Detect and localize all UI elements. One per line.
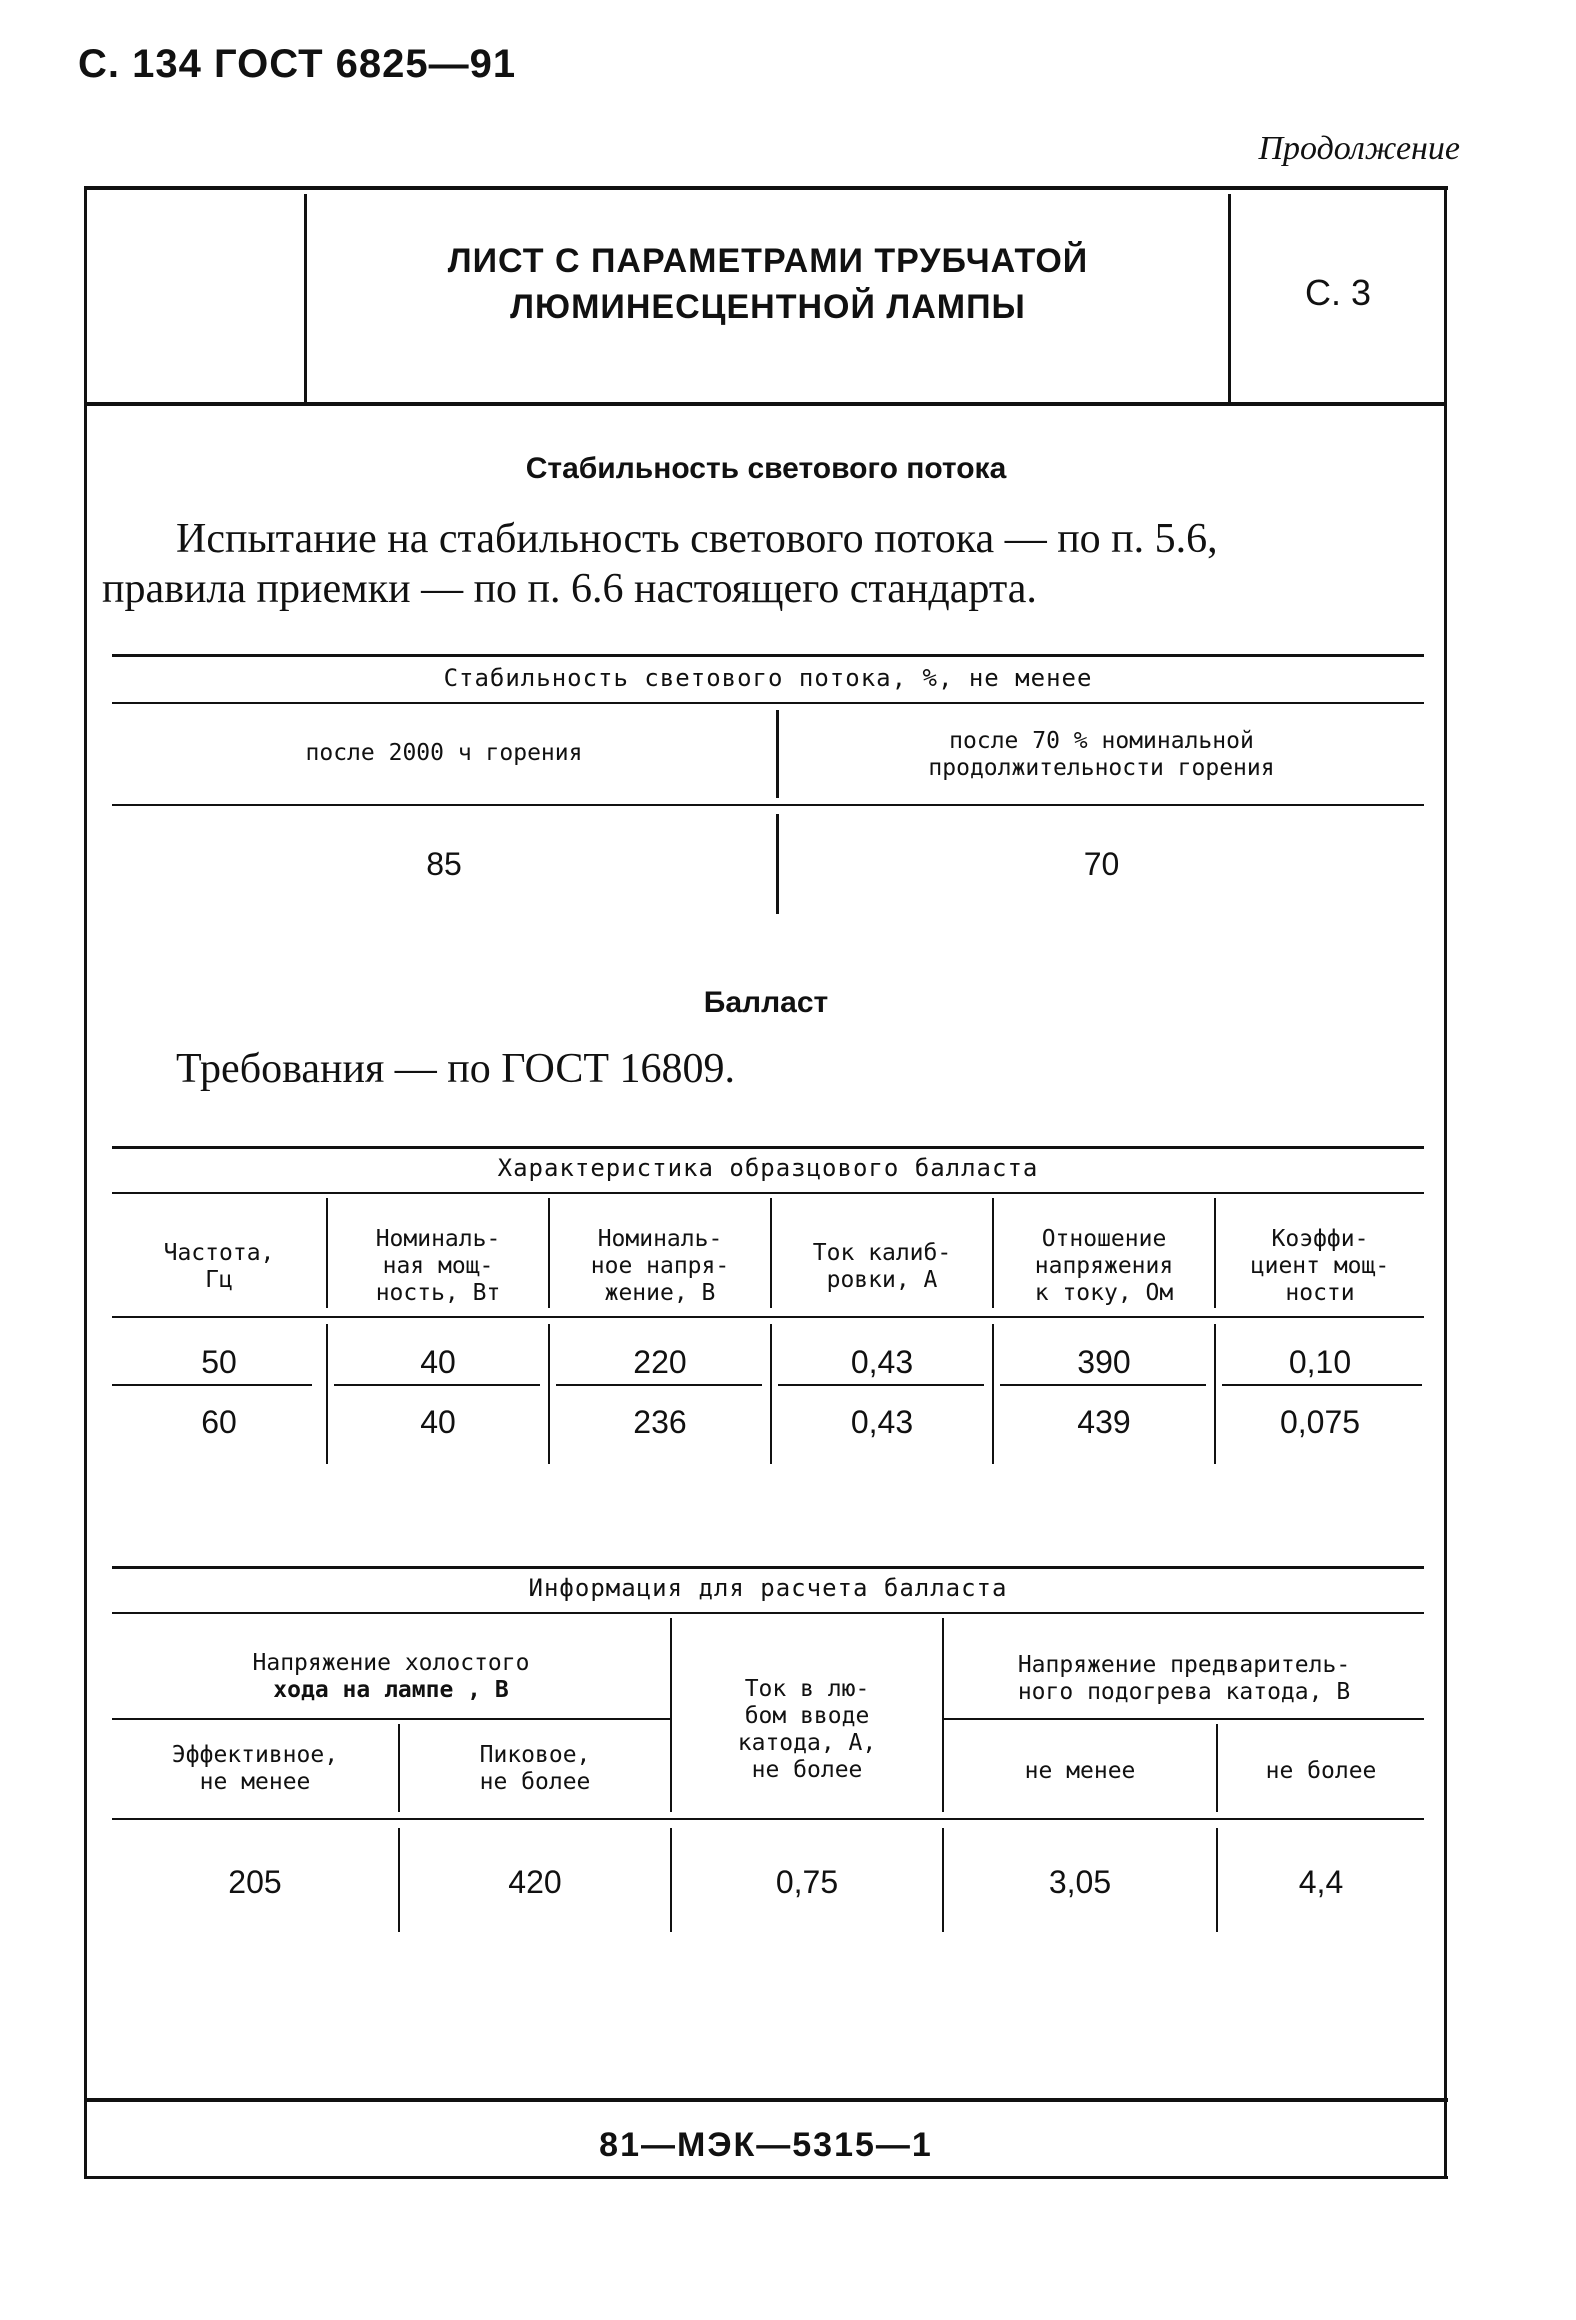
title-block — [86, 186, 1446, 404]
flux-table-caption-line — [112, 702, 1424, 704]
ballast-heading: Балласт — [703, 986, 829, 1019]
ref-header-current-line2: ровки, А — [826, 1267, 938, 1293]
flux-col2-header-line2: продолжительности горения — [928, 755, 1275, 781]
flux-table-header-line — [112, 804, 1424, 806]
sheet-title — [308, 238, 1228, 330]
flux-col2-header — [779, 728, 1424, 782]
calc-col3-header — [672, 1676, 942, 1784]
footer-code: 81—МЭК—5315—1 — [599, 2126, 933, 2164]
title-divider-left — [304, 194, 307, 402]
ref-row-line-5 — [1000, 1384, 1206, 1386]
ref-table-top-line — [112, 1146, 1424, 1149]
calc-val-preheat-max: 4,4 — [1298, 1864, 1344, 1900]
ref-header-ratio — [994, 1226, 1214, 1307]
sheet-title-line1: ЛИСТ С ПАРАМЕТРАМИ ТРУБЧАТОЙ — [447, 242, 1089, 280]
ref-header-power-line3: ность, Вт — [375, 1280, 501, 1306]
ref-header-power-line2: ная мощ- — [382, 1253, 494, 1279]
ref-row-line-6 — [1222, 1384, 1422, 1386]
flux-text-line2: правила приемки — по п. 6.6 настоящего стандарта. — [102, 566, 1037, 612]
calc-val-current: 0,75 — [775, 1864, 839, 1900]
flux-table-caption: Стабильность светового потока, %, не менее — [443, 664, 1093, 692]
ref-header-voltage — [550, 1226, 770, 1307]
flux-heading: Стабильность светового потока — [525, 452, 1007, 485]
ref-r1-power: 40 — [420, 1344, 456, 1380]
ballast-text: Требования — по ГОСТ 16809. — [176, 1046, 735, 1092]
ref-r2-ratio: 439 — [1077, 1404, 1131, 1440]
calc-group2-line — [944, 1718, 1424, 1720]
calc-col3-line1: Ток в лю- — [744, 1676, 870, 1702]
ref-r1-current: 0,43 — [850, 1344, 914, 1380]
ref-header-ratio-line1: Отношение — [1041, 1226, 1167, 1252]
ref-r2-frequency: 60 — [201, 1404, 237, 1440]
ref-header-power — [328, 1226, 548, 1307]
ref-header-power-line1: Номиналь- — [375, 1226, 501, 1252]
flux-col2-value: 70 — [1083, 846, 1120, 882]
ref-r1-power-factor: 0,10 — [1288, 1344, 1352, 1380]
calc-col3-line4: не более — [751, 1757, 863, 1783]
ref-table-caption-line — [112, 1192, 1424, 1194]
calc-sub4-header: не менее — [1024, 1758, 1136, 1784]
calc-group2-line1: Напряжение предваритель- — [1017, 1652, 1351, 1678]
calc-group1-line — [112, 1718, 670, 1720]
continuation-label: Продолжение — [1258, 130, 1460, 167]
flux-table-top-line — [112, 654, 1424, 657]
calc-sub1-line1: Эффективное, — [171, 1742, 339, 1768]
ref-table-header-line — [112, 1316, 1424, 1318]
ref-header-pf-line3: ности — [1285, 1280, 1355, 1306]
flux-text — [102, 514, 1426, 614]
sheet-number: С. 3 — [1304, 272, 1372, 313]
calc-table-top-line — [112, 1566, 1424, 1569]
ref-r1-frequency: 50 — [201, 1344, 237, 1380]
calc-sub1-line2: не менее — [199, 1769, 311, 1795]
calc-val-peak: 420 — [508, 1864, 562, 1900]
calc-sub2-header — [400, 1742, 670, 1796]
flux-text-line1: Испытание на стабильность светового потока — по п. 5.6, — [176, 516, 1218, 562]
calc-sub2-line1: Пиковое, — [479, 1742, 591, 1768]
ref-table-caption: Характеристика образцового балласта — [497, 1154, 1039, 1182]
sheet-frame — [86, 186, 1446, 2178]
calc-val-preheat-min: 3,05 — [1048, 1864, 1112, 1900]
ref-header-pf-line1: Коэффи- — [1271, 1226, 1369, 1252]
ref-r2-power: 40 — [420, 1404, 456, 1440]
ref-row-line-1 — [112, 1384, 312, 1386]
ref-header-pf-line2: циент мощ- — [1250, 1253, 1390, 1279]
title-bottom-line — [86, 402, 1446, 406]
ref-header-frequency-line1: Частота, — [163, 1240, 275, 1266]
calc-group2-line2: ного подогрева катода, В — [1017, 1679, 1351, 1705]
flux-col2-header-line1: после 70 % номинальной — [949, 728, 1254, 754]
ref-header-voltage-line2: ное напря- — [590, 1253, 730, 1279]
ref-r2-voltage: 236 — [633, 1404, 687, 1440]
ref-header-voltage-line3: жение, В — [604, 1280, 716, 1306]
calc-group1-header — [112, 1650, 670, 1704]
ref-r1-voltage: 220 — [633, 1344, 687, 1380]
ref-header-frequency-line2: Гц — [205, 1267, 233, 1293]
calc-col3-line2: бом вводе — [744, 1703, 870, 1729]
ref-r2-power-factor: 0,075 — [1279, 1404, 1361, 1440]
calc-group1-line2: хода на лампе , В — [273, 1677, 509, 1703]
ref-header-current-line1: Ток калиб- — [812, 1240, 952, 1266]
ref-row-line-3 — [556, 1384, 762, 1386]
ref-row-line-2 — [334, 1384, 540, 1386]
calc-sub2-line2: не более — [479, 1769, 591, 1795]
calc-sub5-header: не более — [1265, 1758, 1377, 1784]
flux-col1-header: после 2000 ч горения — [305, 740, 583, 766]
calc-group1-line1: Напряжение холостого — [252, 1650, 530, 1676]
calc-table-caption-line — [112, 1612, 1424, 1614]
calc-header-line — [112, 1818, 1424, 1820]
ref-r2-current: 0,43 — [850, 1404, 914, 1440]
ref-header-ratio-line2: напряжения — [1034, 1253, 1174, 1279]
ref-header-ratio-line3: к току, Ом — [1034, 1280, 1174, 1306]
footer-top-line — [84, 2098, 1448, 2102]
ref-row-line-4 — [778, 1384, 984, 1386]
ref-header-current — [772, 1240, 992, 1294]
calc-val-effective: 205 — [228, 1864, 282, 1900]
calc-group2-header — [944, 1652, 1424, 1706]
page-reference: С. 134 ГОСТ 6825—91 — [78, 42, 517, 86]
calc-sub1-header — [112, 1742, 398, 1796]
ref-header-frequency — [112, 1240, 326, 1294]
flux-col1-value: 85 — [426, 846, 462, 882]
ref-header-voltage-line1: Номиналь- — [597, 1226, 723, 1252]
sheet-title-line2: ЛЮМИНЕСЦЕНТНОЙ ЛАМПЫ — [510, 288, 1026, 326]
ref-header-power-factor — [1216, 1226, 1424, 1307]
calc-table-caption: Информация для расчета балласта — [528, 1574, 1008, 1602]
ref-r1-ratio: 390 — [1077, 1344, 1131, 1380]
frame-bottom-line — [84, 2176, 1448, 2179]
calc-col3-line3: катода, А, — [737, 1730, 877, 1756]
